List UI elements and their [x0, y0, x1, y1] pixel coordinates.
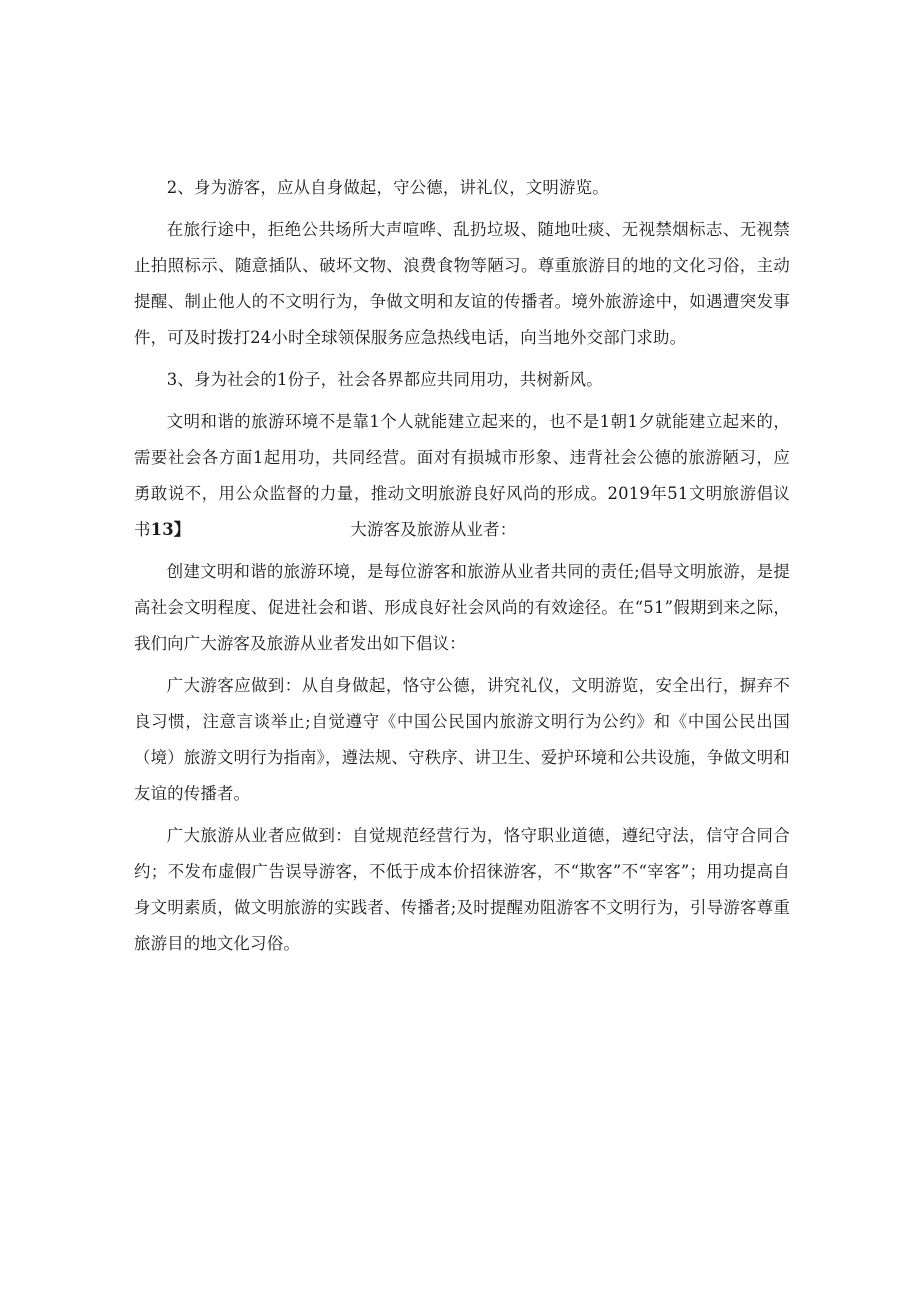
- paragraph-tourism-environment: [134, 404, 790, 548]
- paragraph-tourists-duties: 广大游客应做到：从自身做起，恪守公德，讲究礼仪，文明游览，安全出行，摒弃不良习惯，注意言谈举止;自觉遵守《中国公民国内旅游文明行为公约》和《中国公民出国（境）旅游文明行为指南》，遵法规、守秩序、讲卫生、爱护环境和公共设施，争做文明和友谊的传播者。: [134, 676, 790, 803]
- paragraph-travel-conduct: 在旅行途中，拒绝公共场所大声喧哗、乱扔垃圾、随地吐痰、无视禁烟标志、无视禁止拍照标示、随意插队、破坏文物、浪费食物等陋习。尊重旅游目的地的文化习俗，主动提醒、制止他人的不文明行为，争做文明和友谊的传播者。境外旅游途中，如遇遭突发事件，可及时拨打24小时全球领保服务应急热线电话，向当地外交部门求助。: [134, 220, 790, 347]
- section-heading-3: 3、身为社会的1份子，社会各界都应共同用功，共树新风。: [166, 370, 603, 389]
- document-page: [134, 170, 790, 968]
- paragraph-practitioners-duties: 广大旅游从业者应做到：自觉规范经营行为，恪守职业道德，遵纪守法，信守合同合约；不发布虚假广告误导游客，不低于成本价招徕游客，不“欺客”不“宰客”；用功提高自身文明素质，做文明旅游的实践者、传播者;及时提醒劝阻游客不文明行为，引导游客尊重旅游目的地文化习俗。: [134, 826, 790, 953]
- paragraph-environment-main: 文明和谐的旅游环境不是靠1个人就能建立起来的，也不是1朝1夕就能建立起来的，需要社会各方面1起用功，共同经营。面对有损城市形象、违背社会公德的旅游陋习，应勇敢说不，用公众监督的力量，推动文明旅游良好风尚的形成。2019年51文明旅游倡议书: [134, 412, 790, 539]
- paragraph-create-environment: 创建文明和谐的旅游环境，是每位游客和旅游从业者共同的责任;倡导文明旅游，是提高社会文明程度、促进社会和谐、形成良好社会风尚的有效途径。在“51”假期到来之际，我们向广大游客及旅游从业者发出如下倡议：: [134, 562, 790, 653]
- section-heading-2: 2、身为游客，应从自身做起，守公德，讲礼仪，文明游览。: [166, 178, 609, 197]
- paragraph-environment-tail: 大游客及旅游从业者：: [350, 520, 517, 539]
- paragraph-environment-bold: 13】: [150, 520, 191, 539]
